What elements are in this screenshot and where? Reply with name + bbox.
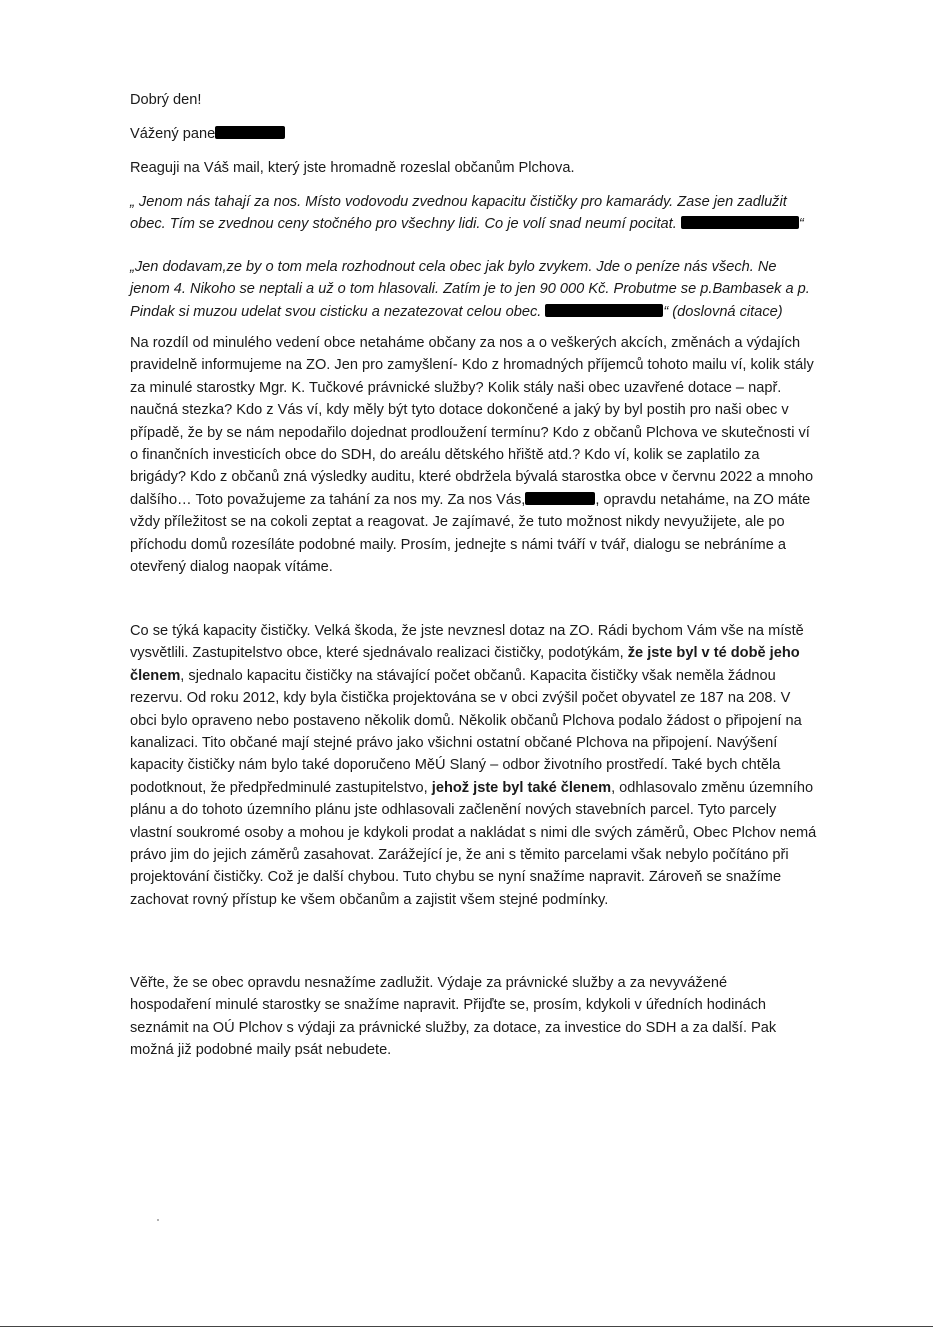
- paragraph-1-before: Na rozdíl od minulého vedení obce netaháme občany za nos a o veškerých akcích, změnách a výdajích pravidelně informujeme na ZO. Jen pro zamyšlení- Kdo z hromadných příjemců tohoto mailu ví, kolik stály za minulé starostky Mgr. K. Tučkové právnické služby? Kolik stály naši obec uzavřené dotace – např. naučná stezka? Kdo z Vás ví, kdy měly být tyto dotace dokončené a jaký by byl postih pro naši obec v případě, že by se nám nepodařilo dojednat prodloužení termínu? Kdo z občanů Plchova ve skutečnosti ví o finančních investicích obce do SDH, do areálu dětského hřiště atd.? Kdo ví, kolik se zaplatilo za brigády? Kdo z občanů zná výsledky auditu, které obdržela bývalá starostka obce v červnu 2022 a mnoho dalšího… Toto považujeme za tahání za nos my. Za nos Vás,: [130, 335, 814, 508]
- paragraph-2-part2: , sjednalo kapacitu čističky na stávající počet občanů. Kapacita čističky však neměla žádnou rezervu. Od roku 2012, kdy byla čistička projektována se v obci zvýšil počet obyvatel ze 187 na 208. V obci bylo opraveno nebo postaveno několik domů. Několik občanů Plchova podalo žádost o připojení na kanalizaci. Tito občané mají stejné právo jako všichni ostatní občané Plchova na připojení. Navýšení kapacity čističky nám bylo také doporučeno MěÚ Slaný – odbor životního prostředí. Také bych chtěla podotknout, že předpředminulé zastupitelstvo,: [130, 667, 802, 796]
- quote-1-text: „ Jenom nás tahají za nos. Místo vodovodu zvednou kapacitu čističky pro kamarády. Zase jen zadlužit obec. Tím se zvednou ceny stočného pro všechny lidi. Co je volí snad neumí pocitat.: [130, 194, 787, 233]
- scan-speck: [157, 1219, 159, 1221]
- paragraph-2-bold2: jehož jste byl také členem: [431, 779, 612, 796]
- paragraph-2-bold1: že jste byl v té době jeho členem: [130, 645, 800, 684]
- quote-2: [130, 256, 814, 323]
- quote-1-closing: “: [798, 216, 804, 233]
- redaction-bar: [545, 304, 663, 317]
- salutation: [130, 123, 820, 145]
- intro-text: Reaguji na Váš mail, který jste hromadně rozeslal občanům Plchova.: [130, 160, 575, 176]
- quote-2-text: „Jen dodavam,ze by o tom mela rozhodnout cela obec jak bylo zvykem. Jde o peníze nás všech. Ne jenom 4. Nikoho se neptali a už o tom hlasovali. Zatím je to jen 90 000 Kč. Probutme se p.Bambasek a p. Pindak si muzou udelat svou cisticku a nezatezovat celou obec.: [130, 259, 810, 320]
- redaction-bar: [681, 216, 799, 229]
- salutation-text: Vážený pane: [130, 126, 216, 142]
- paragraph-3: Věřte, že se obec opravdu nesnažíme zadlužit. Výdaje za právnické služby a za nevyvážené hospodaření minulé starostky se snažíme napravit. Přijďte se, prosím, kdykoli v úředních hodinách seznámit na OÚ Plchov s výdaji za právnické služby, za dotace, za investice do SDH a za další. Pak možná již podobné maily psát nebudete.: [130, 975, 777, 1059]
- paragraph-1: [130, 332, 818, 578]
- redaction-bar: [525, 492, 595, 505]
- greeting: Dobrý den!: [130, 92, 202, 108]
- quote-2-closing: “ (doslovná citace): [663, 303, 783, 320]
- page-edge-line: [0, 1326, 933, 1327]
- paragraph-2: [130, 620, 818, 911]
- quote-1: [130, 191, 810, 236]
- paragraph-1-after: , opravdu netaháme, na ZO máte vždy příležitost se na cokoli zeptat a reagovat. Je zajímavé, že tuto možnost nikdy nevyužijete, ale po příchodu domů rozesíláte podobné maily. Prosím, jednejte s námi tváří v tvář, dialogu se nebráníme a otevřený dialog naopak vítáme.: [130, 491, 811, 576]
- paragraph-2-part3: , odhlasovalo změnu územního plánu a do tohoto územního plánu jste odhlasovali začlenění nových stavebních parcel. Tyto parcely vlastní soukromé osoby a mohou je kdykoli prodat a nakládat s nimi dle svých záměrů, Obec Plchov nemá právo jim do jejich záměrů zasahovat. Zarážející je, že ani s těmito parcelami však nebylo počítáno při projektování čističky. Což je další chybou. Tuto chybu se nyní snažíme napravit. Zároveň se snažíme zachovat rovný přístup ke všem občanům a zajistit všem stejné podmínky.: [130, 779, 817, 908]
- paragraph-2-part1: Co se týká kapacity čističky. Velká škoda, že jste nevznesl dotaz na ZO. Rádi bychom Vám vše na místě vysvětlili. Zastupitelstvo obce, které sjednávalo realizaci čističky, podotýkám,: [130, 623, 804, 662]
- redaction-bar: [215, 126, 285, 139]
